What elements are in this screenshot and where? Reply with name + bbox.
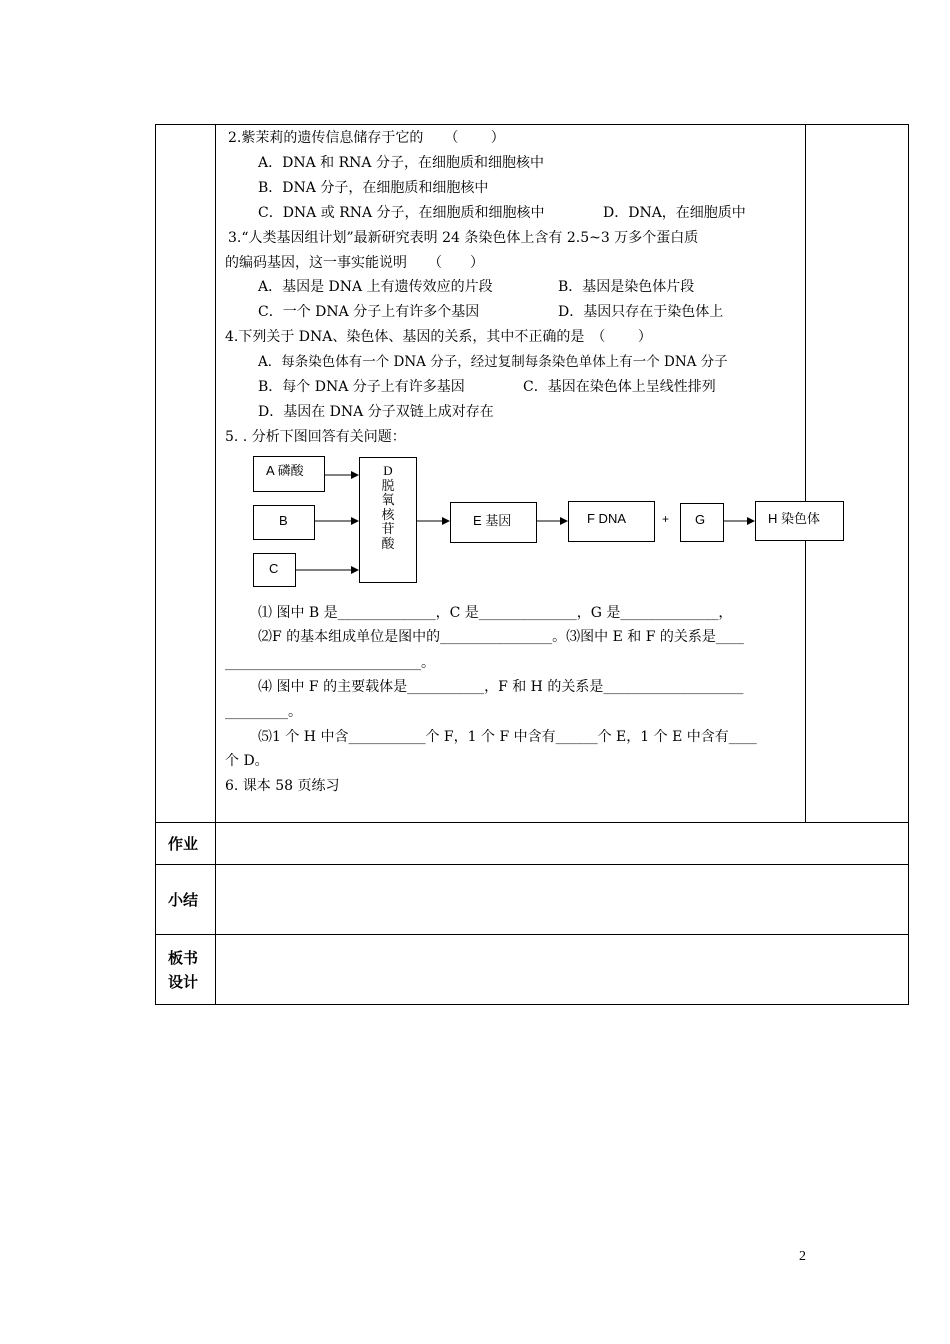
q3-stem-line2: 的编码基因，这一事实能说明 （ ） [225, 255, 484, 271]
q5-stem: 5. . 分析下图回答有关问题： [225, 429, 406, 445]
table-top-border [155, 124, 909, 125]
d-char: 脱 [381, 477, 395, 493]
diagram-box-b: B [253, 505, 315, 540]
q5-sub2-line2: ____________________________。 [225, 655, 435, 671]
table-right-border [908, 124, 909, 1005]
q3-option-c: C．一个 DNA 分子上有许多个基因 [258, 304, 480, 320]
q2-option-c: C．DNA 或 RNA 分子，在细胞质和细胞核中 [258, 205, 545, 221]
diagram-box-c: C [253, 553, 296, 587]
q3-option-d: D．基因只存在于染色体上 [558, 304, 724, 320]
q5-sub1: ⑴ 图中 B 是______________，C 是______________，G 是______________， [258, 605, 733, 621]
q4-option-d: D．基因在 DNA 分子双链上成对存在 [258, 404, 494, 420]
row-divider [155, 934, 909, 935]
inner-right-divider [805, 124, 806, 823]
q3-stem-line1: 3.“人类基因组计划”最新研究表明 24 条染色体上含有 2.5~3 万多个蛋白质 [228, 230, 699, 246]
d-char: 氧 [381, 492, 395, 507]
q5-sub4-line2: 个 D。 [225, 753, 269, 769]
diagram-box-g: G [680, 503, 724, 542]
diagram-box-h: H 染色体 [755, 501, 844, 541]
row-divider [155, 822, 909, 823]
q5-sub2-line1: ⑵F 的基本组成单位是图中的________________。⑶图中 E 和 F 的关系是____ [258, 629, 744, 645]
table-bottom-border [155, 1004, 909, 1005]
q4-option-b: B．每个 DNA 分子上有许多基因 [258, 379, 465, 395]
diagram-box-e: E 基因 [450, 502, 537, 543]
q5-sub3-line1: ⑷ 图中 F 的主要载体是___________，F 和 H 的关系是____________________ [258, 679, 744, 695]
row-label-board-line1: 板书 [168, 949, 199, 967]
q4-option-a: A．每条染色体有一个 DNA 分子，经过复制每条染色单体上有一个 DNA 分子 [258, 354, 728, 370]
d-char: 苷 [381, 521, 395, 536]
row-label-board-line2: 设计 [168, 973, 199, 991]
q4-stem: 4.下列关于 DNA、染色体、基因的关系，其中不正确的是 （ ） [225, 329, 652, 345]
table-left-border [155, 124, 156, 1005]
diagram-plus: + [662, 512, 670, 526]
row-label-summary: 小结 [168, 891, 199, 909]
q4-option-c: C．基因在染色体上呈线性排列 [523, 379, 716, 395]
diagram-box-a: A 磷酸 [253, 456, 325, 492]
q3-option-b: B．基因是染色体片段 [558, 279, 695, 295]
d-char: 酸 [381, 535, 395, 551]
diagram-box-d [359, 457, 417, 583]
q2-option-a: A．DNA 和 RNA 分子，在细胞质和细胞核中 [258, 155, 544, 171]
diagram-box-f: F DNA [568, 501, 655, 542]
q5-sub3-line2: _________。 [225, 704, 302, 720]
q2-stem: 2.紫茉莉的遗传信息储存于它的 （ ） [228, 130, 505, 146]
row-divider [155, 864, 909, 865]
d-char: 核 [381, 506, 395, 522]
q2-option-d: D．DNA，在细胞质中 [603, 205, 746, 221]
d-char: D [383, 463, 393, 478]
q2-option-b: B．DNA 分子，在细胞质和细胞核中 [258, 180, 489, 196]
page-number: 2 [799, 1249, 806, 1264]
label-column-divider [215, 124, 216, 1005]
q3-option-a: A．基因是 DNA 上有遗传效应的片段 [258, 279, 493, 295]
row-label-homework: 作业 [168, 835, 199, 853]
q6: 6. 课本 58 页练习 [225, 778, 340, 794]
q5-sub4-line1: ⑸1 个 H 中含___________个 F，1 个 F 中含有______个 E，1 个 E 中含有____ [258, 729, 757, 745]
